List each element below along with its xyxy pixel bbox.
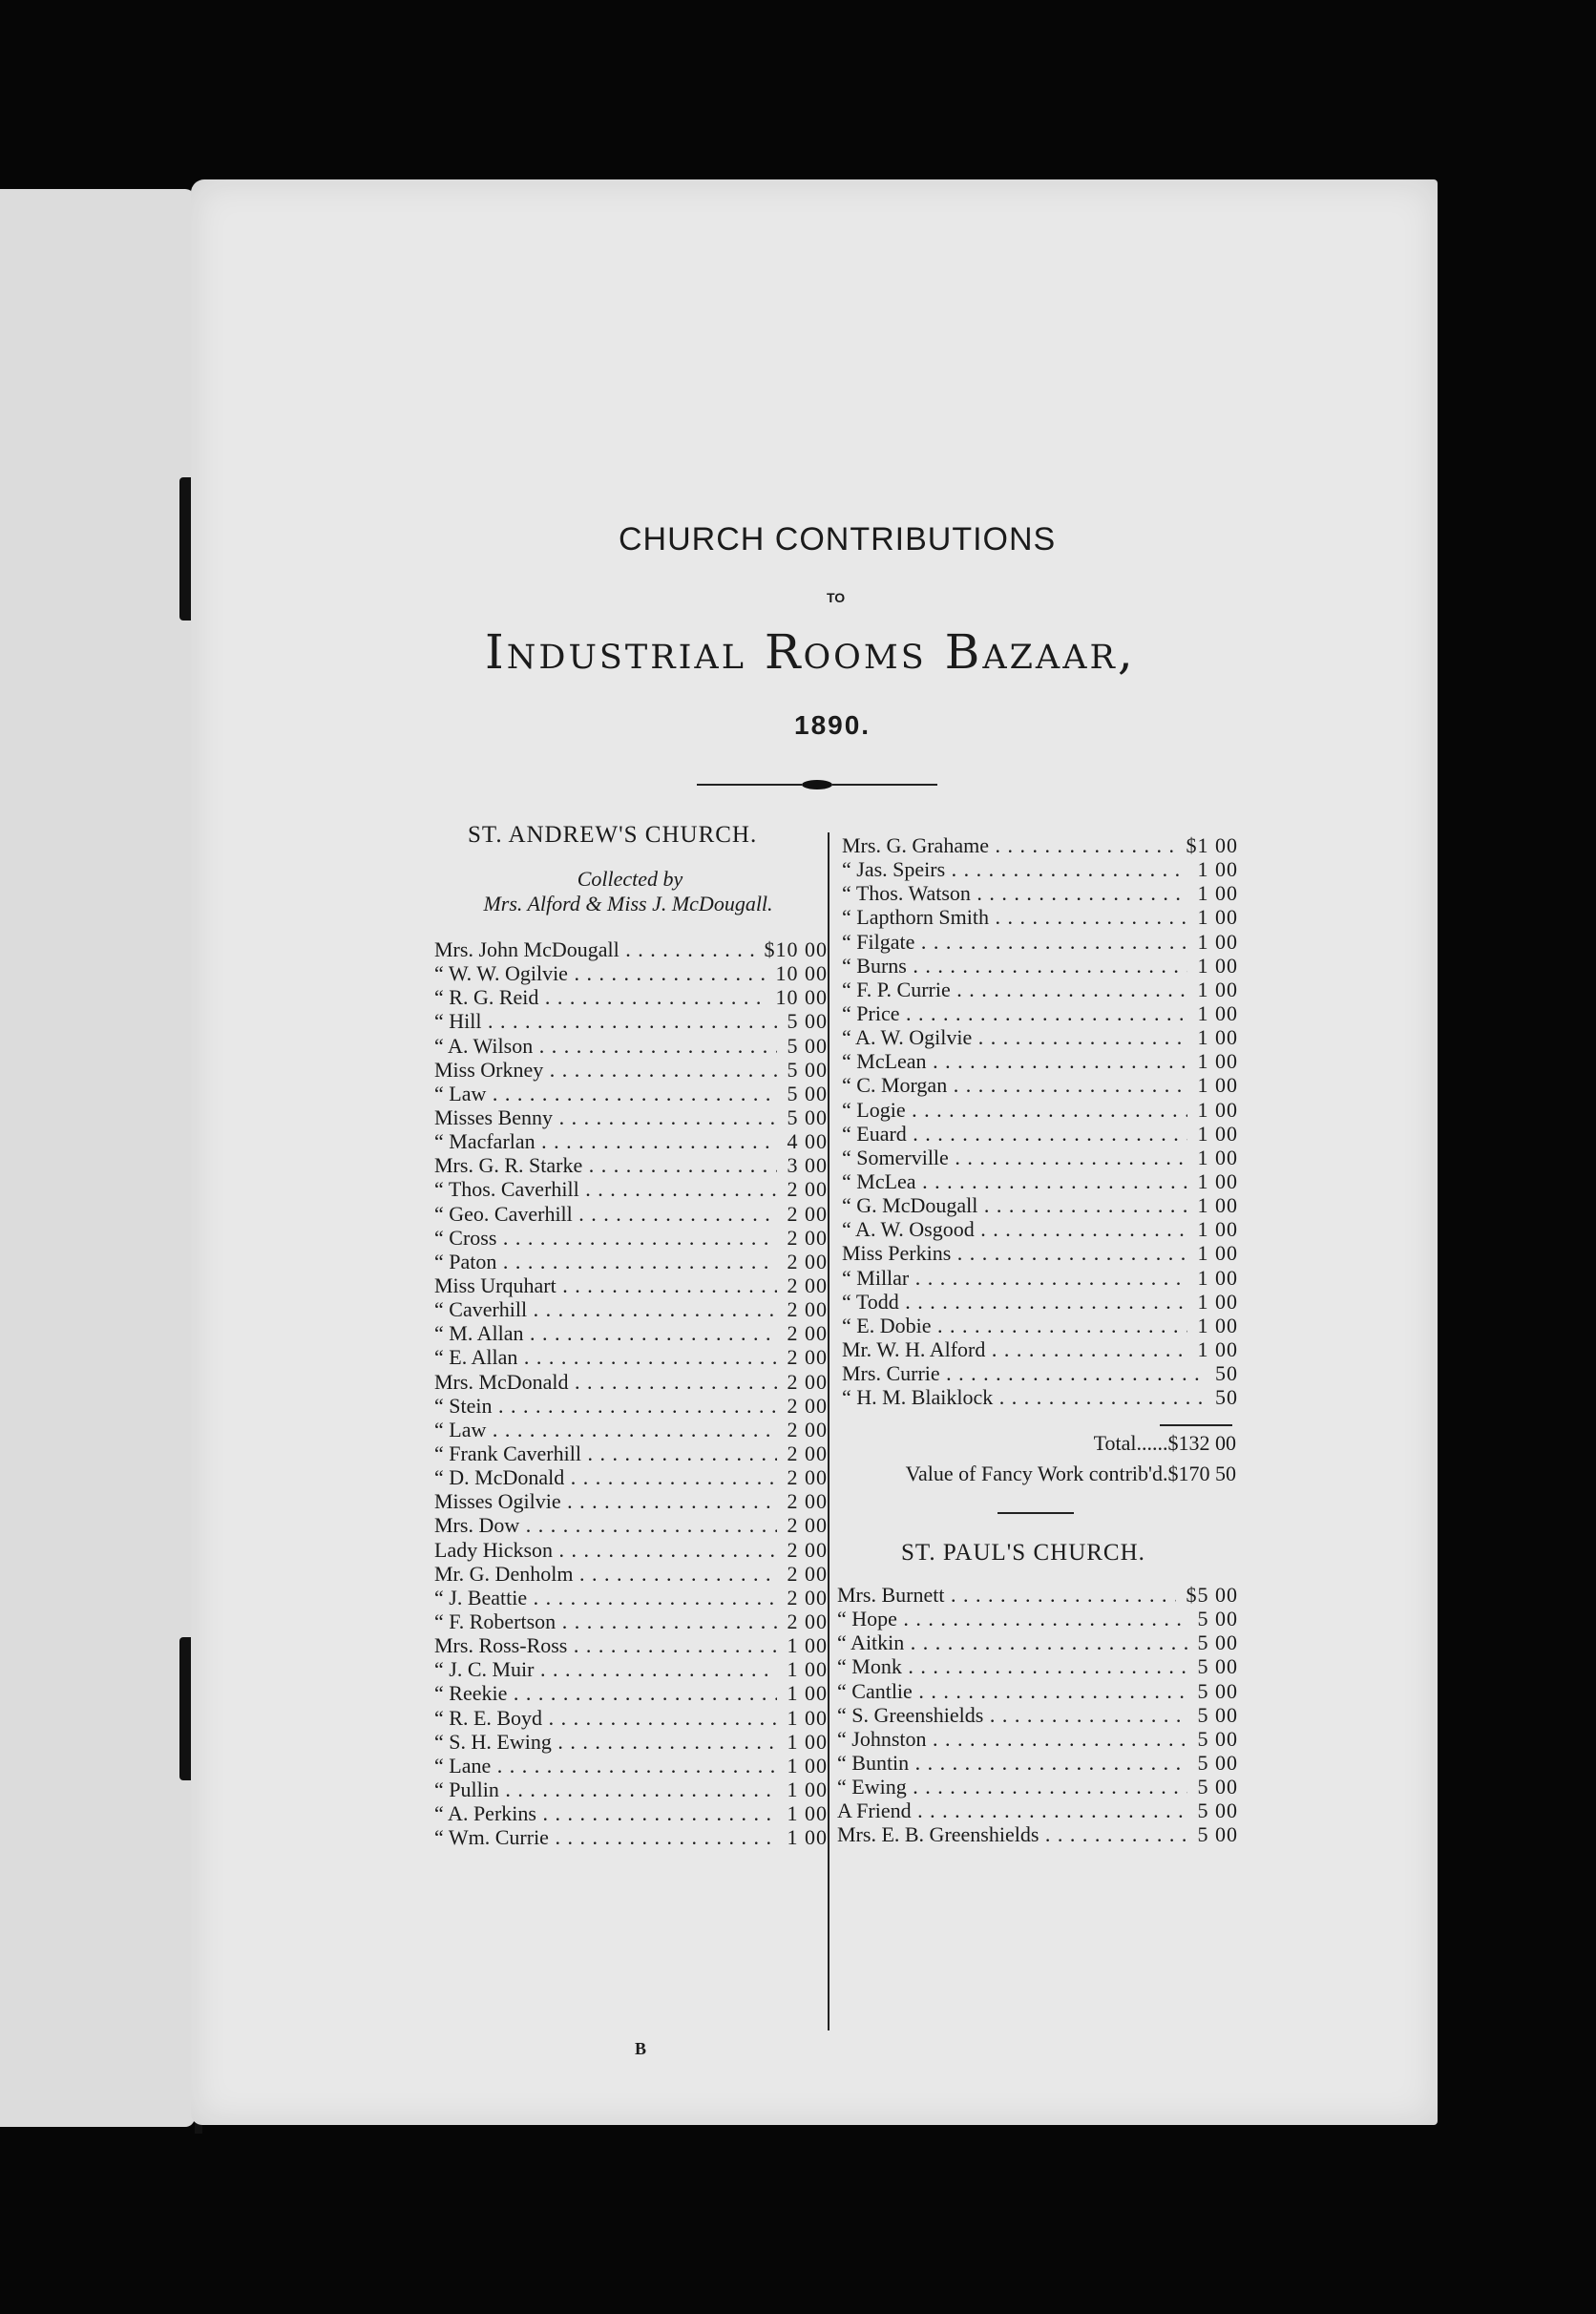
contribution-amount: 5 00 [1197, 1750, 1238, 1775]
year: 1890. [794, 710, 872, 740]
contributor-name: “ R. E. Boyd . . . [434, 1706, 777, 1730]
contribution-amount: 5 00 [1197, 1726, 1238, 1751]
contributor-name: “ Aitkin . . . [837, 1630, 1187, 1654]
contributor-name: “ J. Beattie . . . [434, 1586, 777, 1609]
list-item [434, 961, 828, 985]
contributor-name: “ Filgate . . . [842, 930, 1187, 954]
list-item [837, 1799, 1238, 1822]
st-pauls-title: ST. PAUL'S CHURCH. [901, 1540, 1145, 1566]
contributor-name: “ Thos. Watson . . . [842, 881, 1187, 905]
total-underline [1160, 1424, 1232, 1426]
contributor-name: “ F. P. Currie . . . [842, 978, 1187, 1001]
list-item [842, 1073, 1238, 1097]
contributor-name: Lady Hickson . . . [434, 1538, 777, 1562]
contributor-name: Mr. W. H. Alford . . . [842, 1337, 1187, 1361]
contribution-amount: 1 00 [787, 1633, 828, 1658]
list-item [842, 930, 1238, 954]
list-item [434, 1513, 828, 1537]
list-item [842, 1098, 1238, 1122]
contributor-name: “ Millar . . . [842, 1266, 1187, 1290]
list-item [837, 1775, 1238, 1799]
list-item [434, 1418, 828, 1441]
contributor-name: “ S. H. Ewing . . . [434, 1730, 777, 1754]
list-item [434, 1345, 828, 1369]
contributor-name: “ W. W. Ogilvie . . . [434, 961, 766, 985]
contribution-amount: 1 00 [1197, 929, 1238, 954]
contribution-amount: 1 00 [1197, 1000, 1238, 1025]
list-item [842, 905, 1238, 929]
contribution-amount: 2 00 [787, 1345, 828, 1370]
list-item [842, 1290, 1238, 1314]
list-item [842, 881, 1238, 905]
list-item [434, 1609, 828, 1633]
list-item [434, 1754, 828, 1778]
contributor-name: “ R. G. Reid . . . [434, 985, 766, 1009]
contribution-amount: 5 00 [1197, 1630, 1238, 1655]
list-item [434, 1825, 828, 1849]
page-title: Industrial Rooms Bazaar, [485, 624, 1136, 680]
contributor-name: Miss Urquhart . . . [434, 1273, 777, 1297]
list-item [434, 1082, 828, 1105]
contributor-name: “ E. Dobie . . . [842, 1314, 1187, 1337]
contributor-name: Mrs. Ross-Ross . . . [434, 1633, 777, 1657]
contribution-amount: 2 00 [787, 1393, 828, 1418]
contributor-name: “ A. Wilson . . . [434, 1034, 777, 1058]
contributor-name: “ A. W. Osgood . . . [842, 1217, 1187, 1241]
list-item [842, 978, 1238, 1001]
list-item [837, 1679, 1238, 1703]
contributor-name: Mrs. Currie . . . [842, 1361, 1206, 1385]
contributor-name: “ Somerville . . . [842, 1146, 1187, 1169]
list-item [842, 1361, 1238, 1385]
contribution-amount: 2 00 [787, 1321, 828, 1346]
contributor-name: “ Law . . . [434, 1082, 777, 1105]
document-page [191, 179, 1438, 2125]
contributor-name: “ A. Perkins . . . [434, 1801, 777, 1825]
list-item [434, 1297, 828, 1321]
contribution-amount: 2 00 [787, 1609, 828, 1633]
contribution-amount: 5 00 [787, 1009, 828, 1034]
contribution-amount: 2 00 [787, 1585, 828, 1609]
contributor-name: “ Cross . . . [434, 1226, 777, 1250]
contributor-name: “ Frank Caverhill . . . [434, 1441, 777, 1465]
list-item [434, 1586, 828, 1609]
contributor-name: Mrs. E. B. Greenshields . . . [837, 1822, 1187, 1846]
contribution-amount: 5 00 [1197, 1678, 1238, 1703]
contribution-amount: 2 00 [787, 1489, 828, 1514]
contribution-amount: 1 00 [787, 1801, 828, 1826]
contributor-name: Miss Perkins . . . [842, 1241, 1187, 1265]
contributor-name: “ J. C. Muir . . . [434, 1657, 777, 1681]
list-item [842, 954, 1238, 978]
contribution-amount: 1 00 [1197, 1336, 1238, 1361]
contributor-name: “ F. Robertson . . . [434, 1609, 777, 1633]
collected-by: Collected by [577, 867, 683, 891]
contributor-name: “ Macfarlan . . . [434, 1129, 777, 1153]
contribution-amount: 2 00 [787, 1513, 828, 1538]
contribution-amount: 1 00 [787, 1825, 828, 1850]
fancy-work-line: Value of Fancy Work contrib'd.$170 50 [905, 1462, 1236, 1485]
contributor-name: “ Todd . . . [842, 1290, 1187, 1314]
list-item [842, 1169, 1238, 1193]
contribution-amount: 1 00 [1197, 1193, 1238, 1218]
list-item [842, 857, 1238, 881]
contribution-amount: 1 00 [1197, 881, 1238, 906]
list-item [434, 1465, 828, 1489]
contribution-amount: 2 00 [787, 1369, 828, 1394]
list-item [434, 1538, 828, 1562]
section-rule [998, 1512, 1074, 1514]
contribution-amount: 1 00 [1197, 1313, 1238, 1337]
contributor-name: Mrs. Dow . . . [434, 1513, 777, 1537]
contributor-name: “ Law . . . [434, 1418, 777, 1441]
contribution-amount: 1 00 [787, 1729, 828, 1754]
contributor-name: “ McLean . . . [842, 1049, 1187, 1073]
list-item [837, 1630, 1238, 1654]
list-item [837, 1654, 1238, 1678]
contribution-amount: $5 00 [1186, 1583, 1238, 1607]
contributor-name: Mrs. McDonald . . . [434, 1370, 777, 1394]
list-item [842, 1049, 1238, 1073]
contributor-name: “ Monk . . . [837, 1654, 1187, 1678]
list-item [434, 1034, 828, 1058]
contribution-amount: 1 00 [1197, 1025, 1238, 1050]
list-item [837, 1751, 1238, 1775]
contributor-name: “ Stein . . . [434, 1394, 777, 1418]
contribution-amount: 1 00 [1197, 1145, 1238, 1169]
contributor-name: “ Logie . . . [842, 1098, 1187, 1122]
list-item [434, 1009, 828, 1033]
list-item [434, 1321, 828, 1345]
list-item [434, 1730, 828, 1754]
contributor-name: “ D. McDonald . . . [434, 1465, 777, 1489]
contribution-amount: 1 00 [1197, 1121, 1238, 1146]
contribution-amount: 1 00 [787, 1657, 828, 1682]
contribution-amount: 1 00 [1197, 977, 1238, 1001]
contribution-amount: 3 00 [787, 1153, 828, 1178]
contributor-name: Miss Orkney . . . [434, 1058, 777, 1082]
contributor-name: “ McLea . . . [842, 1169, 1187, 1193]
list-item [434, 1226, 828, 1250]
contributor-name: “ Caverhill . . . [434, 1297, 777, 1321]
list-item [434, 1058, 828, 1082]
list-item [434, 1489, 828, 1513]
contribution-amount: 2 00 [787, 1273, 828, 1297]
contributor-name: “ H. M. Blaiklock . . . [842, 1385, 1206, 1409]
contribution-amount: 2 00 [787, 1297, 828, 1322]
contribution-amount: 1 00 [1197, 1289, 1238, 1314]
contribution-amount: 10 00 [775, 985, 828, 1010]
list-item [842, 1241, 1238, 1265]
contribution-amount: $10 00 [764, 937, 828, 961]
ornament-rule-left [697, 784, 802, 786]
list-item [842, 833, 1238, 857]
contribution-amount: 5 00 [1197, 1702, 1238, 1727]
list-item [434, 1801, 828, 1825]
list-item [434, 937, 828, 961]
list-item [434, 1778, 828, 1801]
contribution-amount: 2 00 [787, 1177, 828, 1202]
contributor-name: “ S. Greenshields . . . [837, 1703, 1187, 1727]
contribution-amount: 1 00 [1197, 1241, 1238, 1266]
contributor-name: Mrs. John McDougall . . . [434, 937, 754, 961]
contributor-name: “ Pullin . . . [434, 1778, 777, 1801]
ornament-rule-right [832, 784, 937, 786]
contribution-amount: 5 00 [787, 1081, 828, 1105]
contribution-amount: 2 00 [787, 1249, 828, 1273]
list-item [434, 1202, 828, 1226]
contribution-amount: 1 00 [1197, 905, 1238, 930]
contribution-amount: 5 00 [787, 1057, 828, 1082]
list-item [434, 1394, 828, 1418]
list-item [434, 1250, 828, 1273]
contributor-name: “ E. Allan . . . [434, 1345, 777, 1369]
contributor-name: Misses Ogilvie . . . [434, 1489, 777, 1513]
contribution-amount: 1 00 [1197, 1265, 1238, 1290]
total-line: Total......$132 00 [1093, 1431, 1236, 1455]
list-item [434, 1441, 828, 1465]
list-item [434, 1681, 828, 1705]
list-item [842, 1122, 1238, 1146]
contribution-amount: $1 00 [1186, 833, 1238, 857]
list-item [842, 1337, 1238, 1361]
contribution-amount: 50 [1215, 1385, 1238, 1410]
list-item [837, 1822, 1238, 1846]
contribution-amount: 1 00 [1197, 1073, 1238, 1098]
contributor-name: Mrs. G. Grahame . . . [842, 833, 1176, 857]
contributor-name: “ A. W. Ogilvie . . . [842, 1025, 1187, 1049]
collectors: Mrs. Alford & Miss J. McDougall. [483, 892, 773, 915]
contribution-amount: 5 00 [1197, 1607, 1238, 1631]
list-item [434, 1370, 828, 1394]
contributor-name: “ Hope . . . [837, 1607, 1187, 1630]
contributor-name: “ Euard . . . [842, 1122, 1187, 1146]
contribution-amount: 1 00 [787, 1777, 828, 1801]
contributor-name: Mrs. G. R. Starke . . . [434, 1153, 777, 1177]
contribution-amount: 1 00 [1197, 1097, 1238, 1122]
contributor-name: “ Reekie . . . [434, 1681, 777, 1705]
contributor-name: “ Lapthorn Smith . . . [842, 905, 1187, 929]
contribution-amount: 1 00 [787, 1753, 828, 1778]
contributor-name: “ C. Morgan . . . [842, 1073, 1187, 1097]
contributor-name: “ Johnston . . . [837, 1727, 1187, 1751]
contributor-name: A Friend . . . [837, 1799, 1187, 1822]
contribution-amount: 5 00 [787, 1104, 828, 1129]
contribution-amount: 1 00 [1197, 1217, 1238, 1242]
contribution-amount: 1 00 [1197, 1049, 1238, 1074]
list-item [434, 1633, 828, 1657]
contributor-name: “ G. McDougall . . . [842, 1193, 1187, 1217]
contributor-name: Mr. G. Denholm . . . [434, 1562, 777, 1586]
facing-page [0, 189, 195, 2127]
contributor-name: “ Jas. Speirs . . . [842, 857, 1187, 881]
list-item [434, 1562, 828, 1586]
continued-list [842, 833, 1238, 1409]
contribution-amount: 2 00 [787, 1537, 828, 1562]
list-item [842, 1314, 1238, 1337]
list-item [434, 1105, 828, 1129]
contribution-amount: 2 00 [787, 1225, 828, 1250]
contribution-amount: 2 00 [787, 1417, 828, 1441]
contribution-amount: 1 00 [787, 1681, 828, 1706]
contribution-amount: 4 00 [787, 1129, 828, 1154]
list-item [837, 1703, 1238, 1727]
list-item [434, 1706, 828, 1730]
contributor-name: “ Wm. Currie . . . [434, 1825, 777, 1849]
list-item [434, 1657, 828, 1681]
contribution-amount: 1 00 [1197, 953, 1238, 978]
list-item [842, 1217, 1238, 1241]
contributor-name: Mrs. Burnett . . . [837, 1583, 1176, 1607]
heading-to: TO [827, 590, 846, 605]
contribution-amount: 5 00 [1197, 1799, 1238, 1823]
contribution-amount: 2 00 [787, 1561, 828, 1586]
contributor-name: “ Buntin . . . [837, 1751, 1187, 1775]
contributor-name: “ Ewing . . . [837, 1775, 1187, 1799]
contributor-name: “ Cantlie . . . [837, 1679, 1187, 1703]
contributor-name: “ Hill . . . [434, 1009, 777, 1033]
contributor-name: Misses Benny . . . [434, 1105, 777, 1129]
contribution-amount: 1 00 [1197, 857, 1238, 882]
contribution-amount: 2 00 [787, 1201, 828, 1226]
contributor-name: “ Thos. Caverhill . . . [434, 1177, 777, 1201]
contribution-amount: 2 00 [787, 1441, 828, 1465]
list-item [837, 1583, 1238, 1607]
contribution-amount: 5 00 [1197, 1775, 1238, 1799]
list-item [842, 1385, 1238, 1409]
contribution-amount: 10 00 [775, 961, 828, 986]
list-item [842, 1025, 1238, 1049]
list-item [434, 1273, 828, 1297]
st-andrews-title: ST. ANDREW'S CHURCH. [468, 822, 758, 848]
contributor-name: “ M. Allan . . . [434, 1321, 777, 1345]
contributor-name: “ Price . . . [842, 1001, 1187, 1025]
contribution-amount: 1 00 [1197, 1168, 1238, 1193]
list-item [837, 1607, 1238, 1630]
contribution-amount: 5 00 [1197, 1654, 1238, 1679]
st-andrews-list [434, 937, 828, 1849]
contribution-amount: 5 00 [1197, 1822, 1238, 1847]
contribution-amount: 1 00 [787, 1705, 828, 1730]
list-item [842, 1193, 1238, 1217]
contribution-amount: 50 [1215, 1361, 1238, 1386]
list-item [842, 1001, 1238, 1025]
contributor-name: “ Burns . . . [842, 954, 1187, 978]
list-item [434, 1177, 828, 1201]
column-divider [828, 832, 830, 2030]
list-item [434, 1153, 828, 1177]
contributor-name: “ Geo. Caverhill . . . [434, 1202, 777, 1226]
ornament-center [802, 780, 832, 789]
contribution-amount: 2 00 [787, 1465, 828, 1490]
st-pauls-list [837, 1583, 1238, 1847]
heading-contributions: CHURCH CONTRIBUTIONS [619, 521, 1057, 557]
list-item [434, 1129, 828, 1153]
contributor-name: “ Paton . . . [434, 1250, 777, 1273]
list-item [434, 985, 828, 1009]
list-item [842, 1266, 1238, 1290]
contribution-amount: 5 00 [787, 1033, 828, 1058]
signature-mark: B [635, 2039, 647, 2058]
list-item [842, 1146, 1238, 1169]
list-item [837, 1727, 1238, 1751]
contributor-name: “ Lane . . . [434, 1754, 777, 1778]
